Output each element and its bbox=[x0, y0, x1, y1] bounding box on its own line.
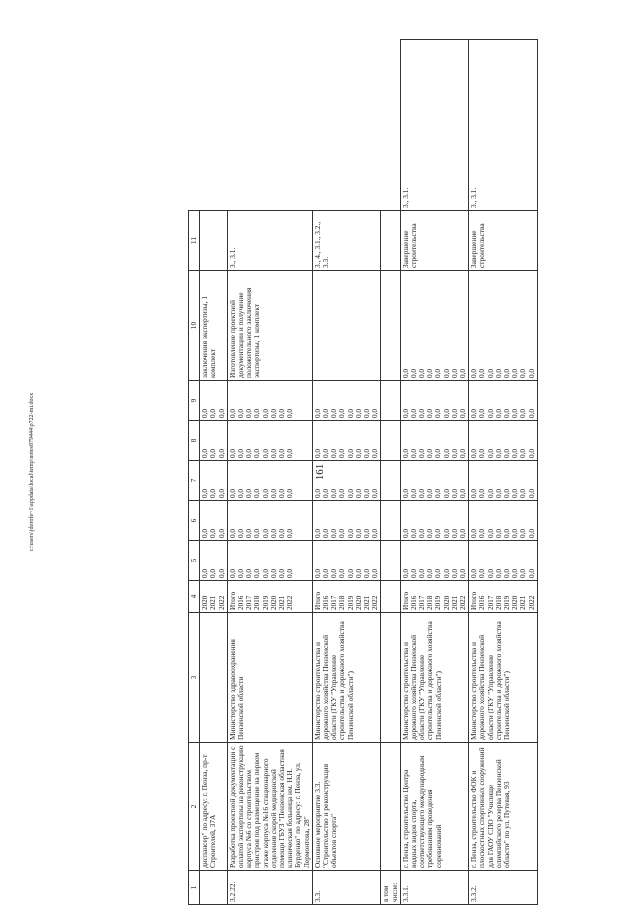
values-cell: 0,0 0,0 0,0 0,0 0,0 0,0 0,0 0,0 bbox=[469, 421, 538, 461]
values-cell: 0,0 0,0 0,0 bbox=[200, 541, 228, 581]
values-cell: 0,0 0,0 0,0 0,0 0,0 0,0 0,0 0,0 bbox=[469, 541, 538, 581]
row-number: 3.2.22. bbox=[227, 871, 312, 905]
page-number: 161 bbox=[314, 463, 326, 481]
footer-path: c:\users\jdorofe~1\appdata\local\temp\notes879444\p722-mi.docx bbox=[29, 392, 35, 552]
years-cell: Итого 2016 2017 2018 2019 2020 2021 2022 bbox=[312, 581, 381, 613]
description-cell: Основное мероприятие 3.3. "Строительство и реконструкция объектов спорта" bbox=[312, 743, 381, 871]
executor-cell: Министерство здравоохранения Пензенской области bbox=[227, 613, 312, 743]
values-cell: 0,0 0,0 0,0 bbox=[200, 381, 228, 421]
indicator-cell: 3., 3.1. bbox=[400, 40, 469, 211]
values-cell: 0,0 0,0 0,0 0,0 0,0 0,0 0,0 0,0 bbox=[312, 461, 381, 501]
description-cell: г. Пенза, строительство ФОК и плоскостных спортивных сооружений для ГАОУ СПО "Училище олимпийского резерва Пензенской области" по ул. Путевая, 93 bbox=[469, 743, 538, 871]
years-cell: Итого 2016 2017 2018 2019 2020 2021 2022 bbox=[400, 581, 469, 613]
rotated-table-container bbox=[188, 39, 536, 905]
table-row bbox=[312, 40, 381, 905]
values-cell: 0,0 0,0 0,0 0,0 0,0 0,0 0,0 0,0 bbox=[312, 501, 381, 541]
table-row bbox=[400, 40, 469, 905]
description-cell: г. Пенза, строительство Центра водных видов спорта, соответствующего международным требованиям проведения соревнований bbox=[400, 743, 469, 871]
row-number: 3.3. bbox=[312, 871, 381, 905]
values-cell: 0,0 0,0 0,0 0,0 0,0 0,0 0,0 0,0 bbox=[227, 461, 312, 501]
description-cell: Разработка проектной документации с оплатой экспертизы на реконструкцию корпуса №6 со строительством пристроя под размещение на первом этаже корпуса №16 стационарного отделения скорой медицинской помощи ГБУЗ "Пензенская областная клиническая больница им. Н.Н. Бурденко" по адресу: г. Пенза, ул. Лермонтова, 28" bbox=[227, 743, 312, 871]
header-cell: 7 bbox=[189, 461, 200, 501]
header-cell: 11 bbox=[189, 211, 200, 271]
values-cell: 0,0 0,0 0,0 bbox=[200, 421, 228, 461]
indicator-cell: 3., 3.1. bbox=[227, 211, 312, 271]
header-row bbox=[189, 40, 200, 905]
years-cell: Итого 2016 2017 2018 2019 2020 2021 2022 bbox=[469, 581, 538, 613]
header-cell: 1 bbox=[189, 871, 200, 905]
values-cell: 0,0 0,0 0,0 0,0 0,0 0,0 0,0 0,0 bbox=[312, 381, 381, 421]
header-cell: 5 bbox=[189, 541, 200, 581]
table-row bbox=[381, 40, 400, 905]
table-row bbox=[227, 40, 312, 905]
result-cell: Завершение строительства bbox=[400, 211, 469, 271]
values-cell: 0,0 0,0 0,0 bbox=[200, 461, 228, 501]
executor-cell: Министерство строительства и дорожного хозяйства Пензенской области (ГКУ "Управление строительства и дорожного хозяйства Пензенской области") bbox=[400, 613, 469, 743]
values-cell: 0,0 0,0 0,0 0,0 0,0 0,0 0,0 0,0 bbox=[469, 381, 538, 421]
values-cell: 0,0 0,0 0,0 0,0 0,0 0,0 0,0 0,0 bbox=[227, 501, 312, 541]
values-cell: 0,0 0,0 0,0 0,0 0,0 0,0 0,0 0,0 bbox=[312, 421, 381, 461]
description-cell: диспансер" по адресу: г. Пенза, пр-т Строителей, 37А bbox=[200, 743, 228, 871]
result-cell: Завершение строительства bbox=[469, 211, 538, 271]
values-cell: 0,0 0,0 0,0 0,0 0,0 0,0 0,0 0,0 bbox=[400, 541, 469, 581]
values-cell: 0,0 0,0 0,0 0,0 0,0 0,0 0,0 0,0 bbox=[469, 461, 538, 501]
values-cell: 0,0 0,0 0,0 0,0 0,0 0,0 0,0 0,0 bbox=[469, 501, 538, 541]
table-row bbox=[469, 40, 538, 905]
values-cell: 0,0 0,0 0,0 0,0 0,0 0,0 0,0 0,0 bbox=[227, 421, 312, 461]
values-cell: 0,0 0,0 0,0 0,0 0,0 0,0 0,0 0,0 bbox=[400, 461, 469, 501]
years-cell: Итого 2016 2017 2018 2019 2020 2021 2022 bbox=[227, 581, 312, 613]
values-cell: 0,0 0,0 0,0 0,0 0,0 0,0 0,0 0,0 bbox=[400, 271, 469, 381]
values-cell: 0,0 0,0 0,0 0,0 0,0 0,0 0,0 0,0 bbox=[312, 541, 381, 581]
year: 2020 bbox=[201, 595, 210, 610]
row-number: 3.3.2. bbox=[469, 871, 538, 905]
header-cell: 8 bbox=[189, 421, 200, 461]
values-cell: 0,0 0,0 0,0 0,0 0,0 0,0 0,0 0,0 bbox=[400, 421, 469, 461]
values-cell: 0,0 0,0 0,0 0,0 0,0 0,0 0,0 0,0 bbox=[469, 271, 538, 381]
header-cell: 4 bbox=[189, 581, 200, 613]
header-cell: 3 bbox=[189, 613, 200, 743]
values-cell: 0,0 0,0 0,0 0,0 0,0 0,0 0,0 0,0 bbox=[227, 541, 312, 581]
values-cell: 0,0 0,0 0,0 bbox=[200, 501, 228, 541]
data-table bbox=[188, 39, 538, 905]
indicator-cell: 3., 4., 3.1., 3.2., 3.3. bbox=[312, 211, 381, 271]
header-cell: 6 bbox=[189, 501, 200, 541]
result-cell: заключения экспертизы, 1 комплект bbox=[200, 271, 228, 381]
year: 2021 bbox=[209, 595, 218, 610]
row-number: 3.3.1. bbox=[400, 871, 469, 905]
years-cell bbox=[200, 581, 228, 613]
result-cell: Изготовление проектной документации и получение положительного заключения экспертизы, 1 комплект bbox=[227, 271, 312, 381]
year: 2022 bbox=[217, 595, 226, 610]
values-cell: 0,0 0,0 0,0 0,0 0,0 0,0 0,0 0,0 bbox=[400, 381, 469, 421]
in-total-label: в том числе: bbox=[381, 871, 400, 905]
header-cell: 2 bbox=[189, 743, 200, 871]
values-cell: 0,0 0,0 0,0 0,0 0,0 0,0 0,0 0,0 bbox=[400, 501, 469, 541]
indicator-cell: 3., 3.1. bbox=[469, 40, 538, 211]
executor-cell: Министерство строительства и дорожного хозяйства Пензенской области (ГКУ "Управление строительства и дорожного хозяйства Пензенской области") bbox=[312, 613, 381, 743]
header-cell: 10 bbox=[189, 271, 200, 381]
executor-cell: Министерство строительства и дорожного хозяйства Пензенской области (ГКУ "Управление строительства и дорожного хозяйства Пензенской области") bbox=[469, 613, 538, 743]
table-row bbox=[200, 40, 228, 905]
header-cell: 9 bbox=[189, 381, 200, 421]
values-cell: 0,0 0,0 0,0 0,0 0,0 0,0 0,0 0,0 bbox=[227, 381, 312, 421]
